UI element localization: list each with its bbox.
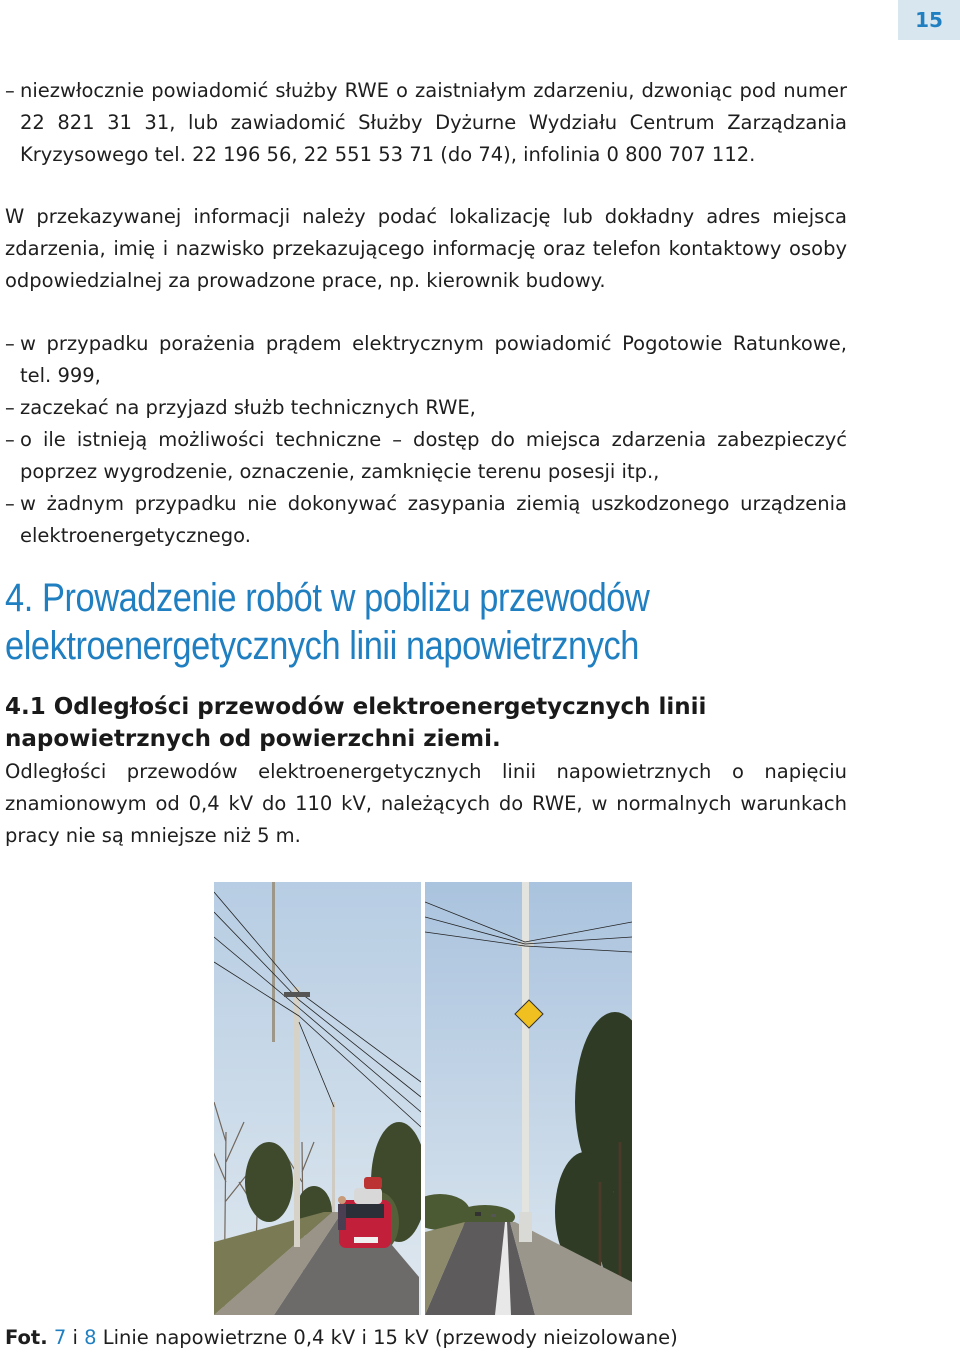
list-item-text: w żadnym przypadku nie dokonywać zasypania ziemią uszkodzonego urządzenia elektroenergetycznego. [20,492,847,547]
photo-road-medium-voltage-line [425,882,632,1315]
caption-number-2: 8 [84,1326,97,1349]
list-item [5,424,847,488]
list-item [5,392,847,424]
section-heading: 4. Prowadzenie robót w pobliżu przewodów elektroenergetycznych linii napowietrznych [5,576,650,668]
page-number-box [898,0,960,40]
list-item-text: o ile istnieją możliwości techniczne – dostęp do miejsca zdarzenia zabezpieczyć poprzez wygrodzenie, oznaczenie, zamknięcie terenu posesji itp., [20,428,847,483]
list-item-text: niezwłocznie powiadomić służby RWE o zaistniałym zdarzeniu, dzwoniąc pod numer 22 821 31 31, lub zawiadomić Służby Dyżurne Wydziału Centrum Zarządzania Kryzysowego tel. 22 196 56, 22 551 53 71 (do 74), infolinia 0 800 707 112. [20,79,847,166]
dash-bullet: – [5,492,15,515]
photo-pair [214,882,632,1315]
paragraph-report-info: W przekazywanej informacji należy podać lokalizację lub dokładny adres miejsca zdarzenia, imię i nazwisko przekazującego informację oraz telefon kontaktowy osoby odpowiedzialnej za prowadzone prace, np. kierownik budowy. [5,205,847,292]
list-item [5,488,847,552]
list-item-text: w przypadku porażenia prądem elektrycznym powiadomić Pogotowie Ratunkowe, tel. 999, [20,332,847,387]
dash-bullet: – [5,396,15,419]
list-emergency-steps [5,328,847,552]
caption-prefix: Fot. [5,1326,48,1349]
subsection-heading: 4.1 Odległości przewodów elektroenergetycznych linii napowietrznych od powierzchni ziemi. [5,694,707,752]
photo-road-low-voltage-line [214,882,421,1315]
paragraph-distances: Odległości przewodów elektroenergetycznych linii napowietrznych o napięciu znamionowym od 0,4 kV do 110 kV, należących do RWE, w normalnych warunkach pracy nie są mniejsze niż 5 m. [5,760,847,847]
dash-bullet: – [5,332,15,355]
photo-caption [5,1322,678,1354]
caption-text: Linie napowietrzne 0,4 kV i 15 kV (przewody nieizolowane) [102,1326,678,1349]
list-item [5,75,847,171]
list-item [5,328,847,392]
list-emergency-contact [5,75,847,171]
caption-number-1: 7 [53,1326,67,1349]
page-number: 15 [915,8,943,32]
dash-bullet: – [5,79,15,102]
caption-conjunction: i [72,1326,78,1349]
dash-bullet: – [5,428,15,451]
list-item-text: zaczekać na przyjazd służb technicznych RWE, [20,396,476,419]
